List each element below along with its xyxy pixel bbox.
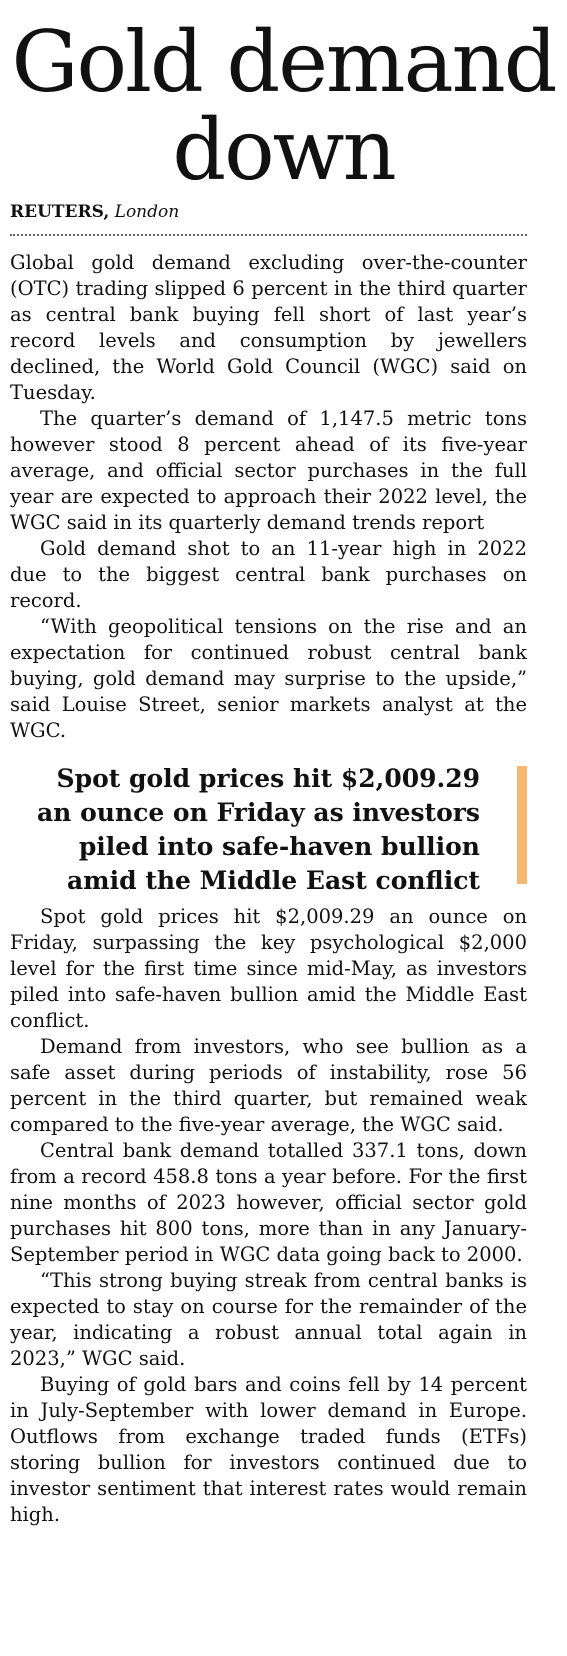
article-body-top — [10, 250, 527, 744]
paragraph: “With geopolitical tensions on the rise and an expectation for continued robust central bank buying, gold demand may surprise to the upside,” said Louise Street, senior markets analyst at the WGC. — [10, 615, 527, 742]
headline: Gold demand down — [11, 13, 556, 199]
paragraph: Spot gold prices hit $2,009.29 an ounce on Friday, surpassing the key psychological $2,000 level for the first time since mid-May, as investors piled into safe-haven bullion amid the Middle East conflict. — [10, 905, 527, 1032]
pull-quote-accent-bar — [517, 766, 527, 884]
paragraph: Buying of gold bars and coins fell by 14 percent in July-September with lower demand in Europe. Outflows from exchange traded funds (ETFs) storing bullion for investors continued due to investor sentiment that interest rates would remain high. — [10, 1373, 527, 1526]
byline — [10, 202, 179, 222]
paragraph: Gold demand shot to an 11-year high in 2022 due to the biggest central bank purchases on record. — [10, 537, 527, 612]
paragraph: Demand from investors, who see bullion as a safe asset during periods of instability, rose 56 percent in the third quarter, but remained weak compared to the five-year average, the WGC said. — [10, 1035, 527, 1136]
article-body-bottom — [10, 904, 527, 1528]
paragraph: Central bank demand totalled 337.1 tons, down from a record 458.8 tons a year before. For the first nine months of 2023 however, official sector gold purchases hit 800 tons, more than in any January-September period in WGC data going back to 2000. — [10, 1139, 527, 1266]
byline-agency: REUTERS, — [10, 202, 110, 222]
paragraph: Global gold demand excluding over-the-counter (OTC) trading slipped 6 percent in the third quarter as central bank buying fell short of last year’s record levels and consumption by jewellers declined, the World Gold Council (WGC) said on Tuesday. — [10, 251, 527, 404]
byline-city: London — [114, 202, 180, 222]
paragraph: The quarter’s demand of 1,147.5 metric tons however stood 8 percent ahead of its five-year average, and official sector purchases in the full year are expected to approach their 2022 level, the WGC said in its quarterly demand trends report — [10, 407, 527, 534]
pull-quote: Spot gold prices hit $2,009.29 an ounce on Friday as investors piled into safe-haven bullion amid the Middle East conflict — [36, 764, 480, 895]
paragraph: “This strong buying streak from central banks is expected to stay on course for the remainder of the year, indicating a robust annual total again in 2023,” WGC said. — [10, 1269, 527, 1370]
dotted-divider — [10, 234, 527, 236]
